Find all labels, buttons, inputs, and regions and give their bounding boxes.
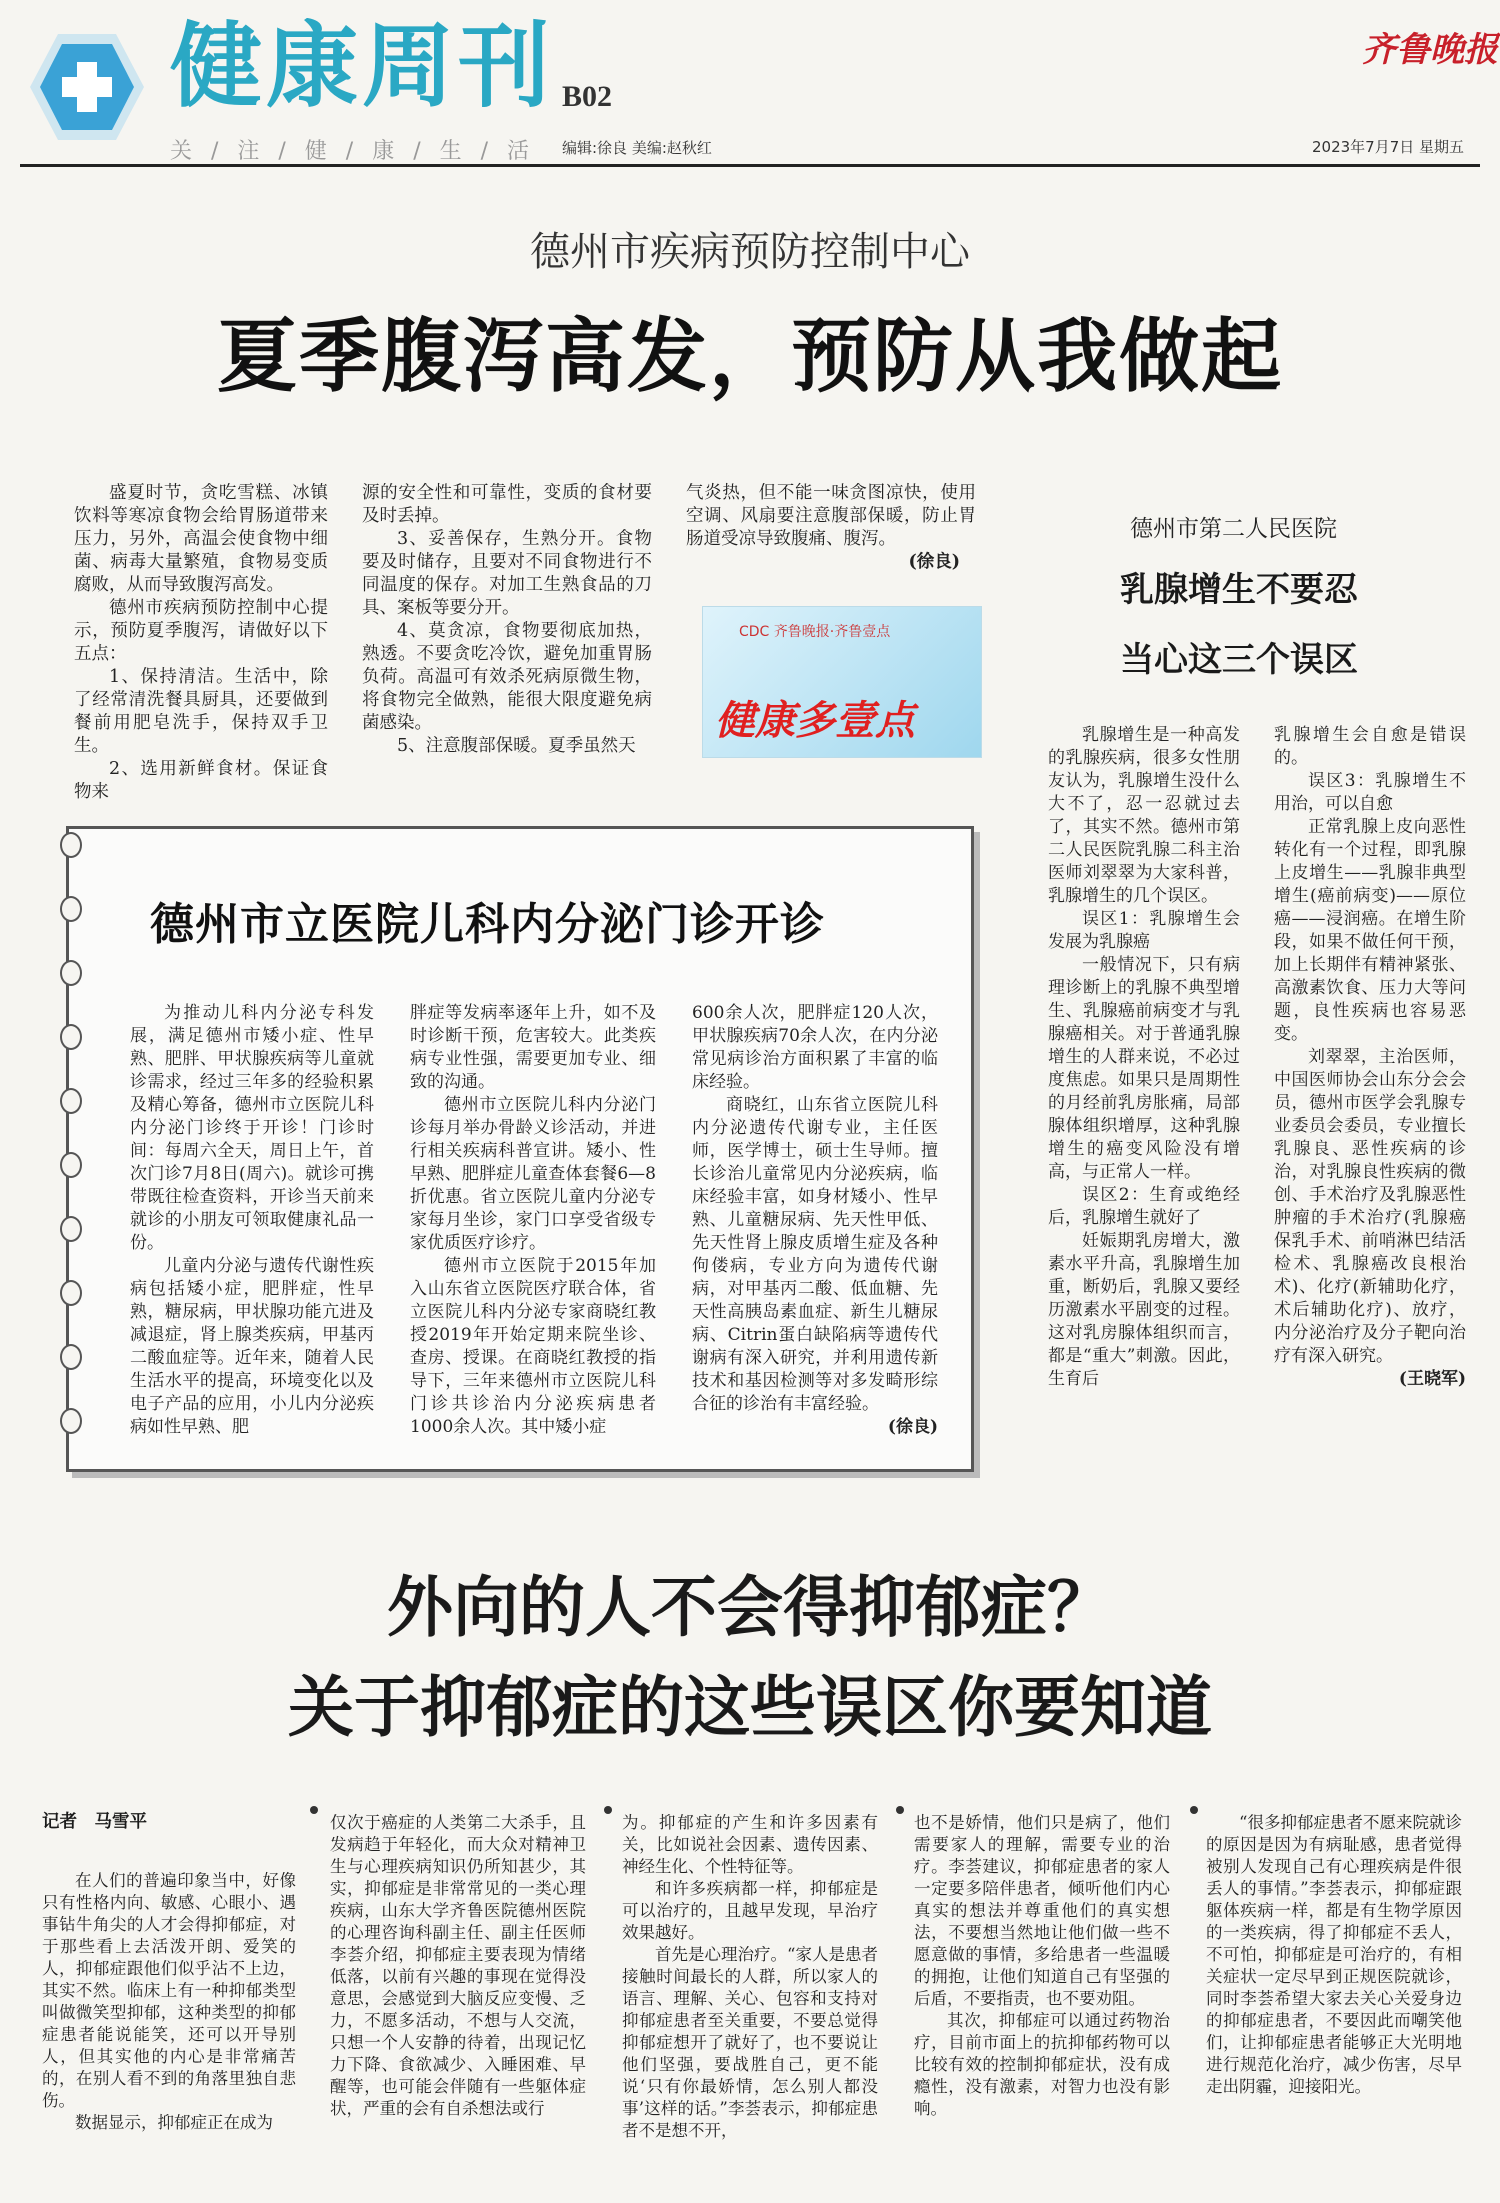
paper-brand-logo: 齐鲁晚报: [1362, 30, 1498, 70]
paragraph: 2、选用新鲜食材。保证食物来: [74, 759, 328, 802]
article-headline: 外向的人不会得抑郁症？: [387, 1568, 1113, 1646]
binder-ring: [60, 1088, 82, 1114]
binder-ring: [60, 896, 82, 922]
author-signature: (王晓军): [1398, 1369, 1466, 1389]
article-column: [914, 1812, 1170, 2120]
paragraph: 仅次于癌症的人类第二大杀手，且发病趋于年轻化，而大众对精神卫生与心理疾病知识仍所知甚少，其实，抑郁症是非常常见的一类心理疾病，山东大学齐鲁医院德州医院的心理咨询科副主任、副主任医师李荟介绍，抑郁症主要表现为情绪低落，以前有兴趣的事现在觉得没意思，会感觉到大脑反应变慢、乏力，不愿多活动，不想与人交流，只想一个人安静的待着，出现记忆力下降、食欲减少、入睡困难、早醒等，也可能会伴随有一些躯体症状，严重的会有自杀想法或行: [330, 1813, 586, 2118]
paragraph: 德州市疾病预防控制中心提示，预防夏季腹泻，请做好以下五点：: [74, 598, 328, 664]
paragraph: 也不是娇情，他们只是病了，他们需要家人的理解，需要专业的治疗。李荟建议，抑郁症患者的家人一定要多陪伴患者，倾听他们内心真实的想法并尊重他们的真实想法，不要想当然地让他们做一些不愿意做的事情，多给患者一些温暖的拥抱，让他们知道自己有坚强的后盾，不要指责，也不要劝阻。: [914, 1813, 1170, 2008]
article-column: [1206, 1812, 1462, 2098]
paragraph: 为推动儿科内分泌专科发展，满足德州市矮小症、性早熟、肥胖、甲状腺疾病等儿童就诊需求，经过三年多的经验积累及精心筹备，德州市立医院儿科内分泌门诊终于开诊！门诊时间：每周六全天，周日上午，首次门诊7月8日(周六)。就诊可携带既往检查资料，开诊当天前来就诊的小朋友可领取健康礼品一份。: [130, 1003, 374, 1253]
article-kicker: 德州市疾病预防控制中心: [530, 229, 970, 275]
paragraph: 源的安全性和可靠性，变质的食材要及时丢掉。: [362, 483, 652, 526]
article-column: [410, 1002, 656, 1439]
binder-ring: [60, 1408, 82, 1434]
article-column: [42, 1870, 296, 2134]
paragraph: 误区1：乳腺增生会发展为乳腺癌: [1048, 909, 1240, 952]
issue-date: 2023年7月7日 星期五: [1312, 138, 1465, 156]
paragraph: 德州市立医院于2015年加入山东省立医院医疗联合体，省立医院儿科内分泌专家商晓红教授2019年开始定期来院坐诊、查房、授课。在商晓红教授的指导下，三年来德州市立医院儿科门诊共诊治内分泌疾病患者1000余人次。其中矮小症: [410, 1256, 656, 1437]
paragraph: 为。抑郁症的产生和许多因素有关，比如说社会因素、遗传因素、神经生化、个性特征等。: [622, 1813, 878, 1876]
author-signature: (徐良): [887, 1417, 938, 1437]
paragraph: 气炎热，但不能一味贪图凉快，使用空调、风扇要注意腹部保暖，防止胃肠道受凉导致腹痛、腹泻。: [686, 483, 976, 549]
reporter-byline: 记者 马雪平: [42, 1812, 147, 1832]
paragraph: 刘翠翠，主治医师，中国医师协会山东分会会员，德州市医学会乳腺专业委员会委员，专业擅长乳腺良、恶性疾病的诊治，对乳腺良性疾病的微创、手术治疗及乳腺恶性肿瘤的手术治疗(乳腺癌保乳手术、前哨淋巴结活检术、乳腺癌改良根治术)、化疗(新辅助化疗，术后辅助化疗)、放疗，内分泌治疗及分子靶向治疗有深入研究。: [1274, 1047, 1466, 1366]
binder-ring: [60, 1216, 82, 1242]
binder-ring: [60, 832, 82, 858]
ornament-dot: [1190, 1806, 1198, 1814]
paragraph: 误区3：乳腺增生不用治，可以自愈: [1274, 771, 1466, 814]
paragraph: 商晓红，山东省立医院儿科内分泌遗传代谢专业，主任医师，医学博士，硕士生导师。擅长诊治儿童常见内分泌疾病，临床经验丰富，如身材矮小、性早熟、儿童糖尿病、先天性甲低、先天性肾上腺皮质增生症及各种佝偻病，专业方向为遗传代谢病，对甲基丙二酸、低血糖、先天性高胰岛素血症、新生儿糖尿病、Citrin蛋白缺陷病等遗传代谢病有深入研究，并利用遗传新技术和基因检测等对多发畸形综合征的诊治有丰富经验。: [692, 1095, 938, 1414]
paragraph: 4、莫贪凉，食物要彻底加热，熟透。不要贪吃冷饮，避免加重胃肠负荷。高温可有效杀死病原微生物，将食物完全做熟，能很大限度避免病菌感染。: [362, 621, 652, 733]
masthead-divider: [20, 164, 1480, 167]
paragraph: 在人们的普遍印象当中，好像只有性格内向、敏感、心眼小、遇事钻牛角尖的人才会得抑郁症，对于那些看上去活泼开朗、爱笑的人，抑郁症跟他们似乎沾不上边，其实不然。临床上有一种抑郁类型叫做微笑型抑郁，这种类型的抑郁症患者能说能笑，还可以开导别人，但其实他的内心是非常痛苦的，在别人看不到的角落里独自悲伤。: [42, 1871, 296, 2110]
paragraph: 妊娠期乳房增大，激素水平升高，乳腺增生加重，断奶后，乳腺又要经历激素水平剧变的过程。这对乳房腺体组织而言，都是“重大”刺激。因此，生育后: [1048, 1231, 1240, 1389]
paragraph: 其次，抑郁症可以通过药物治疗，目前市面上的抗抑郁药物可以比较有效的控制抑郁症状，没有成瘾性，没有激素，对智力也没有影响。: [914, 2011, 1170, 2118]
binder-ring: [60, 1280, 82, 1306]
ornament-dot: [310, 1806, 318, 1814]
paragraph: 儿童内分泌与遗传代谢性疾病包括矮小症，肥胖症，性早熟，糖尿病，甲状腺功能亢进及减退症，肾上腺类疾病，甲基丙二酸血症等。近年来，随着人民生活水平的提高，环境变化以及电子产品的应用，小儿内分泌疾病如性早熟、肥: [130, 1256, 374, 1437]
slogan: 关 / 注 / 健 / 康 / 生 / 活: [170, 139, 535, 164]
ornament-dot: [896, 1806, 904, 1814]
paragraph: 误区2：生育或绝经后，乳腺增生就好了: [1048, 1185, 1240, 1228]
author-signature: (徐良): [908, 552, 960, 572]
article-headline: 夏季腹泻高发，预防从我做起: [217, 309, 1283, 403]
paragraph: 600余人次，肥胖症120人次，甲状腺疾病70余人次，在内分泌常见病诊治方面积累了丰富的临床经验。: [692, 1003, 938, 1092]
paragraph: 3、妥善保存，生熟分开。食物要及时储存，且要对不同食物进行不同温度的保存。对加工生熟食品的刀具、案板等要分开。: [362, 529, 652, 618]
binder-ring: [60, 1152, 82, 1178]
paragraph: 首先是心理治疗。“家人是患者接触时间最长的人群，所以家人的语言、理解、关心、包容和支持对抑郁症患者至关重要，不要总觉得抑郁症想开了就好了，也不要说让他们坚强，要战胜自己，更不能说‘只有你最娇情，怎么别人都没事’这样的话。”李荟表示，抑郁症患者不是想不开，: [622, 1945, 878, 2140]
promo-logos: CDC 齐鲁晚报·齐鲁壹点: [739, 624, 891, 640]
article-column: [330, 1812, 586, 2120]
side-article-title: 当心这三个误区: [1120, 640, 1358, 680]
section-title: 健康周刊: [170, 13, 555, 120]
article-column: [1048, 724, 1240, 1391]
paragraph: 乳腺增生是一种高发的乳腺疾病，很多女性朋友认为，乳腺增生没什么大不了，忍一忍就过去了，其实不然。德州市第二人民医院乳腺二科主治医师刘翠翠为大家科普，乳腺增生的几个误区。: [1048, 725, 1240, 906]
paragraph: 乳腺增生会自愈是错误的。: [1274, 725, 1466, 768]
paragraph: 盛夏时节，贪吃雪糕、冰镇饮料等寒凉食物会给胃肠道带来压力，另外，高温会使食物中细菌、病毒大量繁殖，食物易变质腐败，从而导致腹泻高发。: [74, 483, 328, 595]
paragraph: 德州市立医院儿科内分泌门诊每月举办骨龄义诊活动，并进行相关疾病科普宣讲。矮小、性早熟、肥胖症儿童查体套餐6—8折优惠。省立医院儿童内分泌专家每月坐诊，家门口享受省级专家优质医疗诊疗。: [410, 1095, 656, 1253]
article-column: [686, 482, 976, 574]
paragraph: “很多抑郁症患者不愿来院就诊的原因是因为有病耻感，患者觉得被别人发现自己有心理疾病是件很丢人的事情。”李荟表示，抑郁症跟躯体疾病一样，都是有生物学原因的一类疾病，得了抑郁症不丢人，不可怕，抑郁症是可治疗的，有相关症状一定尽早到正规医院就诊，同时李荟希望大家去关心关爱身边的抑郁症患者，不要因此而嘲笑他们，让抑郁症患者能够正大光明地进行规范化治疗，减少伤害，尽早走出阴霾，迎接阳光。: [1206, 1813, 1462, 2096]
paragraph: 数据显示，抑郁症正在成为: [75, 2113, 273, 2132]
article-subheadline: 关于抑郁症的这些误区你要知道: [288, 1668, 1212, 1746]
medical-cross-icon: [28, 28, 146, 146]
editor-line: 编辑:徐良 美编:赵秋红: [562, 139, 712, 157]
binder-ring: [60, 1344, 82, 1370]
paragraph: 胖症等发病率逐年上升，如不及时诊断干预，危害较大。此类疾病专业性强，需要更加专业、细致的沟通。: [410, 1003, 656, 1092]
promo-banner: [702, 606, 982, 758]
promo-text: 健康多壹点: [715, 698, 915, 744]
paragraph: 5、注意腹部保暖。夏季虽然天: [397, 736, 636, 756]
article-column: [692, 1002, 938, 1439]
health-cross-logo: [28, 28, 146, 146]
article-column: [362, 482, 652, 758]
side-article-title: 乳腺增生不要忍: [1120, 570, 1358, 610]
paragraph: 正常乳腺上皮向恶性转化有一个过程，即乳腺上皮增生——乳腺非典型增生(癌前病变)——原位癌——浸润癌。在增生阶段，如果不做任何干预，加上长期伴有精神紧张、高激素饮食、压力大等问题，良性疾病也容易恶变。: [1274, 817, 1466, 1044]
page-code: B02: [562, 80, 613, 113]
binder-ring: [60, 1024, 82, 1050]
article-column: [74, 482, 328, 804]
binder-ring: [60, 960, 82, 986]
article-column: [622, 1812, 878, 2142]
paragraph: 1、保持清洁。生活中，除了经常清洗餐具厨具，还要做到餐前用肥皂洗手，保持双手卫生。: [74, 667, 328, 756]
side-article-kicker: 德州市第二人民医院: [1130, 516, 1337, 542]
ornament-dot: [604, 1806, 612, 1814]
article-column: [130, 1002, 374, 1439]
paragraph: 和许多疾病都一样，抑郁症是可以治疗的，且越早发现，早治疗效果越好。: [622, 1879, 878, 1942]
paragraph: 一般情况下，只有病理诊断上的乳腺不典型增生、乳腺癌前病变才与乳腺癌相关。对于普通乳腺增生的人群来说，不必过度焦虑。如果只是周期性的月经前乳房胀痛，局部腺体组织增厚，这种乳腺增生的癌变风险没有增高，与正常人一样。: [1048, 955, 1240, 1182]
boxed-article-headline: 德州市立医院儿科内分泌门诊开诊: [150, 899, 825, 950]
article-column: [1274, 724, 1466, 1391]
